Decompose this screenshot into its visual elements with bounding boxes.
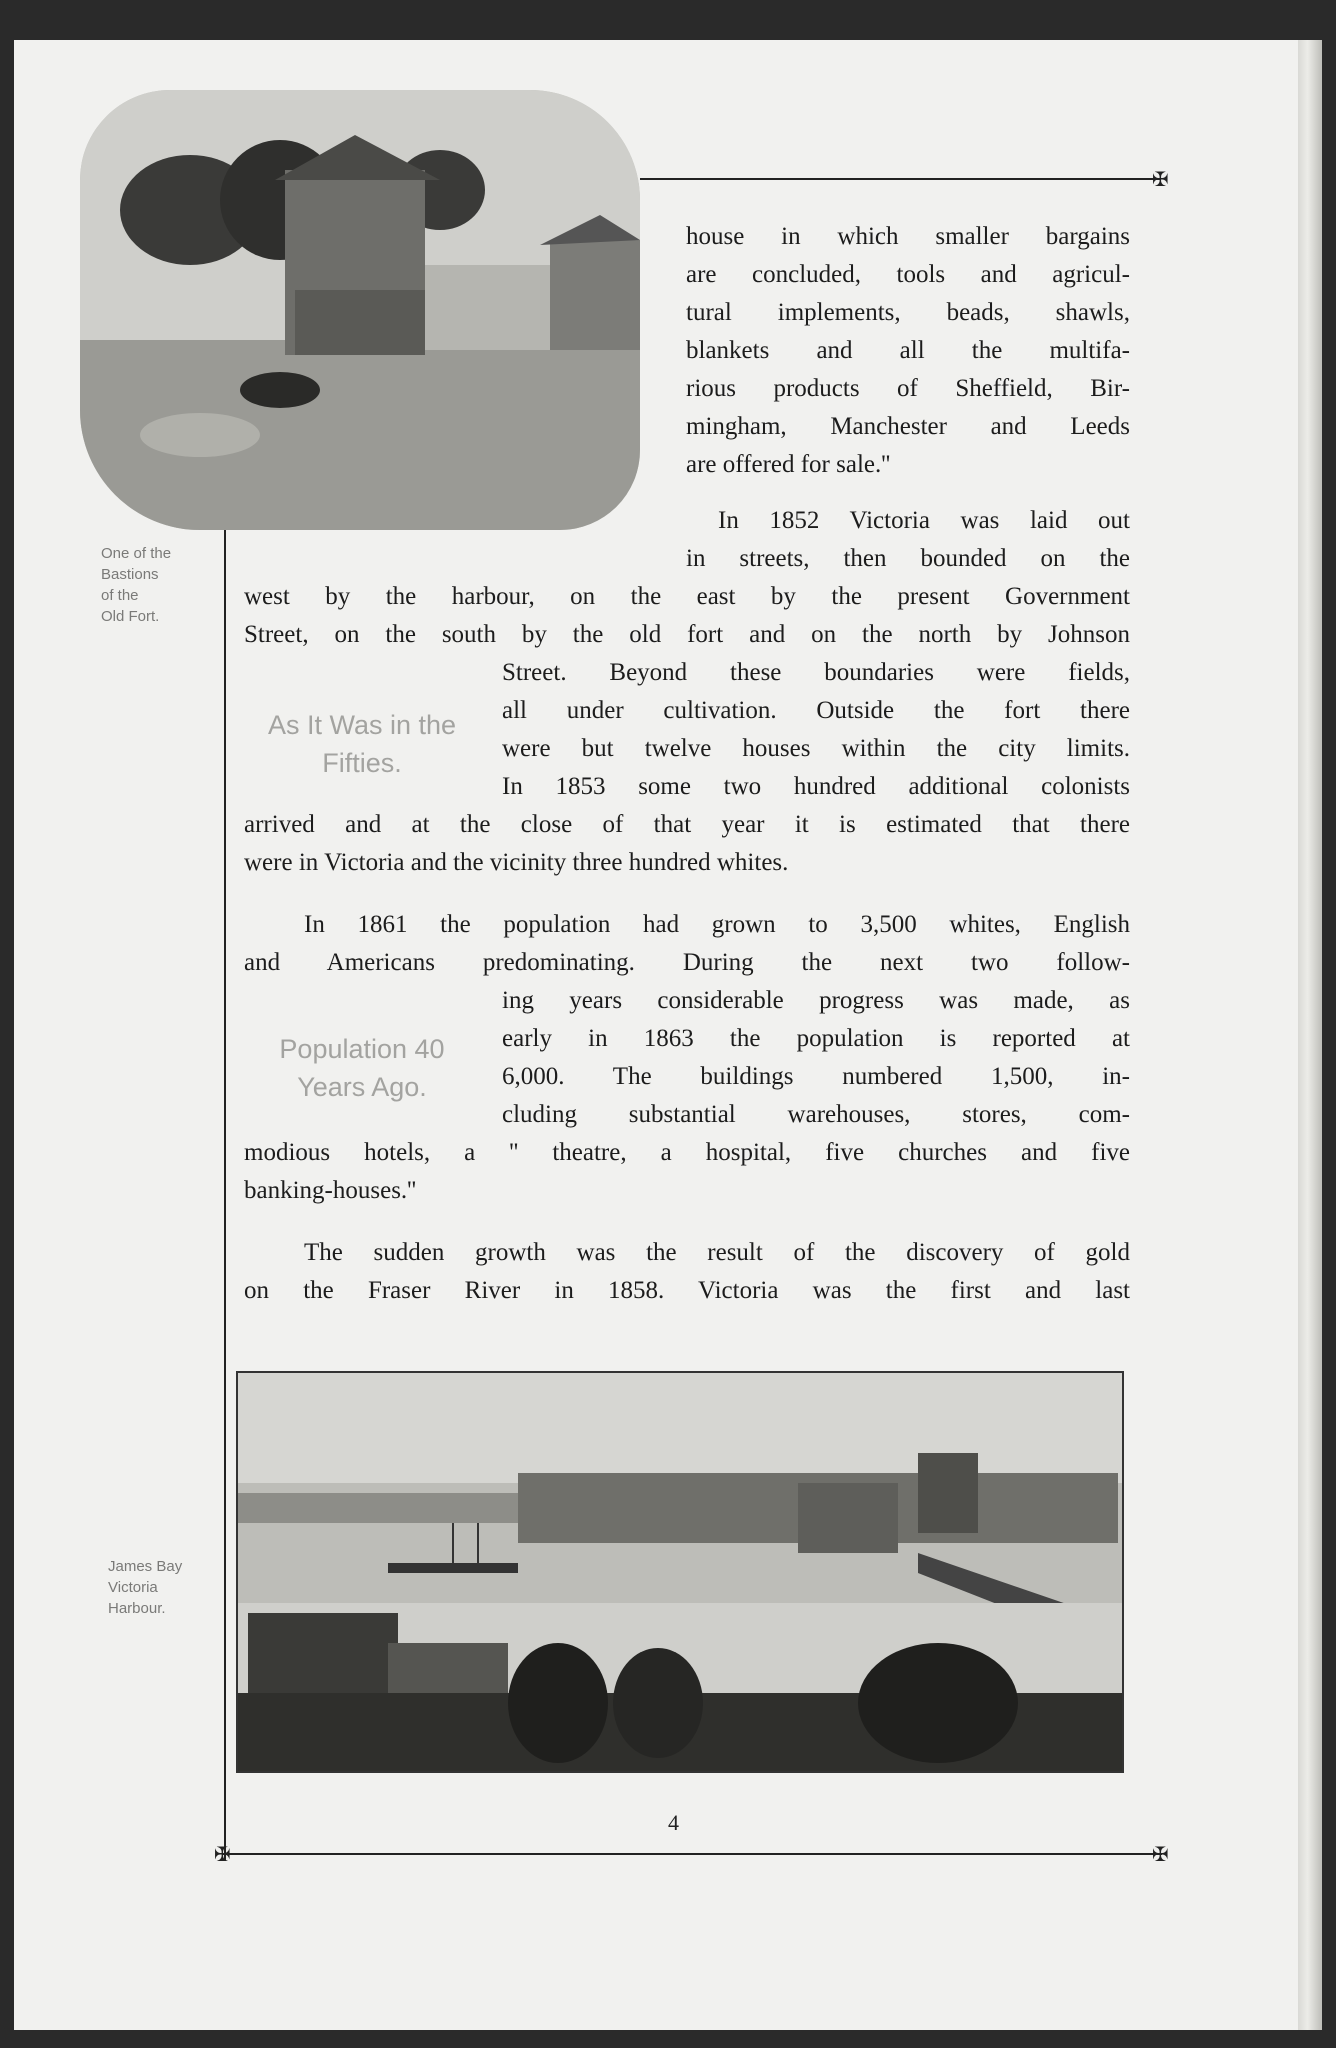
sidehead-line: Population 40 bbox=[279, 1034, 445, 1064]
sidehead-fifties bbox=[232, 706, 492, 782]
body-line: tural implements, beads, shawls, bbox=[686, 299, 1130, 326]
page-spine bbox=[1298, 40, 1322, 2030]
caption-line: Old Fort. bbox=[101, 608, 160, 625]
fort-bastion-photo bbox=[80, 90, 640, 530]
bottom-rule bbox=[222, 1853, 1162, 1855]
body-line: were but twelve houses within the city limits. bbox=[502, 735, 1130, 762]
body-line: rious products of Sheffield, Bir- bbox=[686, 375, 1130, 402]
body-line: are offered for sale.'' bbox=[686, 451, 891, 478]
harbour-photo-caption bbox=[108, 1556, 182, 1619]
left-rule bbox=[224, 520, 226, 1860]
sidehead-line: As It Was in the bbox=[267, 710, 457, 740]
body-line: cluding substantial warehouses, stores, com- bbox=[502, 1101, 1130, 1128]
body-line: are concluded, tools and agricul- bbox=[686, 261, 1130, 288]
body-line: In 1852 Victoria was laid out bbox=[718, 507, 1130, 534]
sidehead-line: Fifties. bbox=[322, 748, 402, 778]
body-line: on the Fraser River in 1858. Victoria was the first and last bbox=[244, 1277, 1130, 1304]
sidehead-population bbox=[232, 1030, 492, 1106]
caption-line: of the bbox=[101, 587, 139, 604]
body-line: In 1861 the population had grown to 3,500 whites, English bbox=[304, 911, 1130, 938]
body-line: mingham, Manchester and Leeds bbox=[686, 413, 1130, 440]
body-line: all under cultivation. Outside the fort there bbox=[502, 697, 1130, 724]
corner-ornament-icon: ✠ bbox=[1152, 1842, 1169, 1866]
body-line: banking-houses.'' bbox=[244, 1177, 417, 1204]
corner-ornament-icon: ✠ bbox=[1152, 167, 1169, 191]
caption-line: One of the bbox=[101, 545, 172, 562]
caption-line: James Bay bbox=[108, 1558, 183, 1575]
body-line: Street. Beyond these boundaries were fields, bbox=[502, 659, 1130, 686]
top-rule bbox=[640, 178, 1160, 180]
caption-line: Bastions bbox=[101, 566, 159, 583]
body-line: 6,000. The buildings numbered 1,500, in- bbox=[502, 1063, 1130, 1090]
caption-line: Victoria bbox=[108, 1579, 158, 1596]
body-line: Street, on the south by the old fort and on the north by Johnson bbox=[244, 621, 1130, 648]
fort-photo-caption bbox=[101, 543, 171, 627]
body-line: house in which smaller bargains bbox=[686, 223, 1130, 250]
body-line: The sudden growth was the result of the discovery of gold bbox=[304, 1239, 1130, 1266]
sidehead-line: Years Ago. bbox=[297, 1072, 427, 1102]
body-line: were in Victoria and the vicinity three hundred whites. bbox=[244, 849, 789, 876]
body-line: modious hotels, a '' theatre, a hospital, five churches and five bbox=[244, 1139, 1130, 1166]
body-line: arrived and at the close of that year it is estimated that there bbox=[244, 811, 1130, 838]
body-line: west by the harbour, on the east by the present Government bbox=[244, 583, 1130, 610]
james-bay-harbour-photo bbox=[236, 1371, 1124, 1773]
caption-line: Harbour. bbox=[108, 1600, 166, 1617]
body-line: early in 1863 the population is reported at bbox=[502, 1025, 1130, 1052]
body-line: and Americans predominating. During the next two follow- bbox=[244, 949, 1130, 976]
corner-ornament-icon: ✠ bbox=[214, 1842, 231, 1866]
body-line: blankets and all the multifa- bbox=[686, 337, 1130, 364]
body-line: in streets, then bounded on the bbox=[686, 545, 1130, 572]
body-line: In 1853 some two hundred additional colonists bbox=[502, 773, 1130, 800]
body-line: ing years considerable progress was made, as bbox=[502, 987, 1130, 1014]
page-number: 4 bbox=[668, 1810, 679, 1835]
